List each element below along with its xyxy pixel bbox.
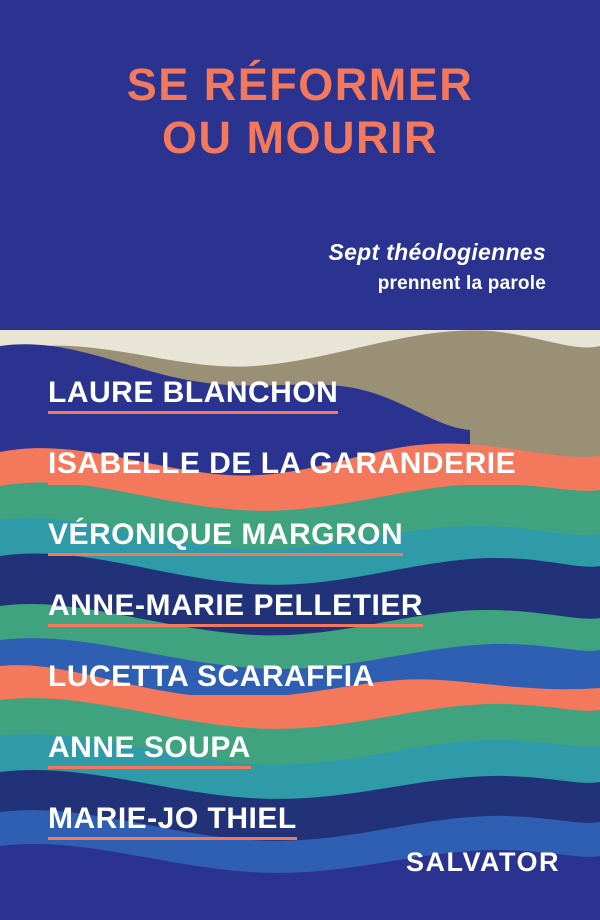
author-list bbox=[48, 378, 568, 875]
author-name: ANNE SOUPA bbox=[48, 733, 251, 769]
author-row bbox=[48, 733, 568, 804]
author-name: ANNE-MARIE PELLETIER bbox=[48, 591, 423, 627]
author-row bbox=[48, 662, 568, 733]
publisher-logo: SALVATOR bbox=[405, 847, 560, 877]
author-row bbox=[48, 520, 568, 591]
author-row bbox=[48, 449, 568, 520]
author-name: MARIE-JO THIEL bbox=[48, 804, 297, 840]
title-line-2: OU MOURIR bbox=[162, 112, 438, 164]
subtitle-line-2: prennent la parole bbox=[377, 272, 546, 294]
author-name: LAURE BLANCHON bbox=[48, 378, 338, 414]
title-line-1: SE RÉFORMER bbox=[126, 59, 474, 110]
author-name: VÉRONIQUE MARGRON bbox=[48, 520, 403, 556]
book-subtitle bbox=[126, 238, 546, 296]
author-row bbox=[48, 378, 568, 449]
book-title bbox=[0, 58, 600, 164]
author-name: ISABELLE DE LA GARANDERIE bbox=[48, 449, 516, 485]
author-row bbox=[48, 591, 568, 662]
subtitle-line-1: Sept théologiennes bbox=[328, 239, 546, 265]
author-name: LUCETTA SCARAFFIA bbox=[48, 662, 375, 698]
